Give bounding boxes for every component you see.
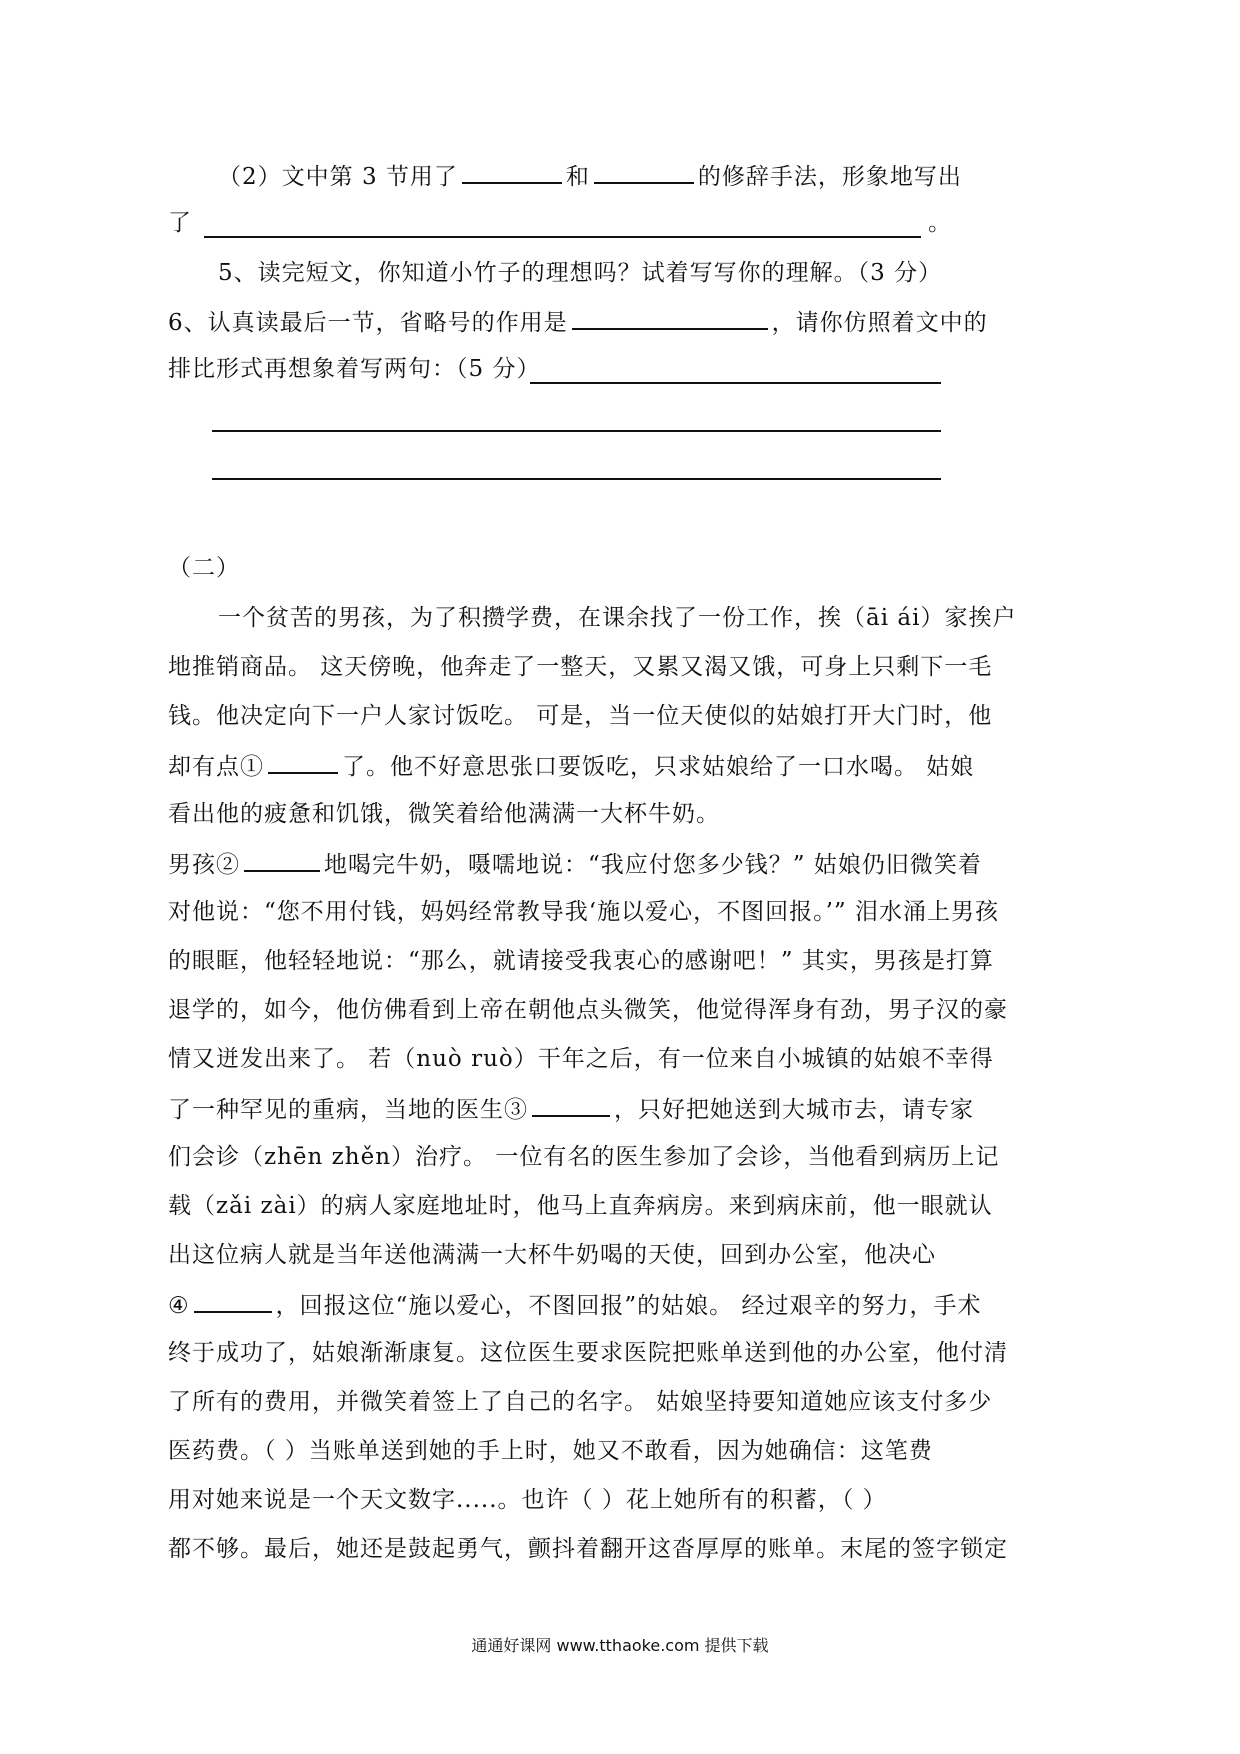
passage-text: ，只好把她送到大城市去，请专家 xyxy=(614,1097,974,1123)
q6-answer-line-3[interactable] xyxy=(212,478,941,480)
passage-line-8: 的眼眶，他轻轻地说：“那么，就请接受我衷心的感谢吧！” 其实，男孩是打算 xyxy=(168,948,994,974)
passage-line-16: 终于成功了，姑娘渐渐康复。这位医生要求医院把账单送到他的办公室，他付清 xyxy=(168,1340,1008,1366)
passage-text: 了。他不好意思张口要饭吃，只求姑娘给了一口水喝。 姑娘 xyxy=(342,754,975,780)
q6-text-b: ，请你仿照着文中的 xyxy=(771,310,988,336)
section-heading: （二） xyxy=(168,555,240,581)
q6-text-a: 6、认真读最后一节，省略号的作用是 xyxy=(168,310,568,336)
passage-line-4 xyxy=(168,750,974,782)
passage-text: 了一种罕见的重病，当地的医生③ xyxy=(168,1097,528,1123)
passage-line-14: 出这位病人就是当年送他满满一大杯牛奶喝的天使，回到办公室，他决心 xyxy=(168,1242,936,1268)
passage-line-20: 都不够。最后，她还是鼓起勇气，颤抖着翻开这沓厚厚的账单。末尾的签字锁定 xyxy=(168,1536,1008,1562)
passage-text: ，回报这位“施以爱心，不图回报”的姑娘。 经过艰辛的努力，手术 xyxy=(275,1293,982,1319)
q2-text-b: 和 xyxy=(565,164,590,190)
q2-text-c: 的修辞手法，形象地写出 xyxy=(697,164,962,190)
passage-line-12: 们会诊（zhēn zhěn）治疗。 一位有名的医生参加了会诊，当他看到病历上记 xyxy=(168,1144,1000,1170)
q6-answer-line-2[interactable] xyxy=(212,430,941,432)
q2-text-a: （2）文中第 3 节用了 xyxy=(218,164,458,190)
passage-line-9: 退学的，如今，他仿佛看到上帝在朝他点头微笑，他觉得浑身有劲，男子汉的豪 xyxy=(168,997,1008,1023)
passage-text: 男孩② xyxy=(168,852,240,878)
q6-line-2: 排比形式再想象着写两句：（5 分） xyxy=(168,356,541,382)
passage-line-1: 一个贫苦的男孩，为了积攒学费，在课余找了一份工作，挨（āi ái）家挨户 xyxy=(218,605,1017,631)
blank-3[interactable] xyxy=(532,1093,610,1117)
q2-line-1 xyxy=(218,160,962,192)
passage-line-7: 对他说：“您不用付钱，妈妈经常教导我‘施以爱心，不图回报。’” 泪水涌上男孩 xyxy=(168,899,999,925)
passage-line-5: 看出他的疲惫和饥饿，微笑着给他满满一大杯牛奶。 xyxy=(168,801,720,827)
q2-line-2 xyxy=(168,208,192,238)
passage-line-6 xyxy=(168,848,982,880)
passage-text: 地喝完牛奶，嗫嚅地说：“我应付您多少钱？” 姑娘仍旧微笑着 xyxy=(324,852,982,878)
passage-line-18: 医药费。（ ）当账单送到她的手上时，她又不敢看，因为她确信：这笔费 xyxy=(168,1438,933,1464)
passage-line-19: 用对她来说是一个天文数字.....。也许（ ）花上她所有的积蓄，（ ） xyxy=(168,1487,887,1513)
passage-line-10: 情又迸发出来了。 若（nuò ruò）干年之后，有一位来自小城镇的姑娘不幸得 xyxy=(168,1046,994,1072)
passage-line-15 xyxy=(168,1289,981,1321)
q6-answer-line-1[interactable] xyxy=(530,382,941,384)
q2-blank-1[interactable] xyxy=(462,160,562,184)
q6-blank-1[interactable] xyxy=(572,306,768,330)
passage-text: 却有点① xyxy=(168,754,264,780)
passage-line-2: 地推销商品。 这天傍晚，他奔走了一整天，又累又渴又饿，可身上只剩下一毛 xyxy=(168,654,993,680)
page-footer: 通通好课网 www.tthaoke.com 提供下载 xyxy=(471,1636,769,1655)
passage-line-3: 钱。他决定向下一户人家讨饭吃。 可是，当一位天使似的姑娘打开大门时，他 xyxy=(168,703,993,729)
blank-2[interactable] xyxy=(244,848,320,872)
passage-line-11 xyxy=(168,1093,974,1125)
blank-1[interactable] xyxy=(268,750,338,774)
q5-line: 5、读完短文，你知道小竹子的理想吗？试着写写你的理解。（3 分） xyxy=(218,260,943,286)
passage-line-13: 载（zǎi zài）的病人家庭地址时，他马上直奔病房。来到病床前，他一眼就认 xyxy=(168,1193,993,1219)
passage-line-17: 了所有的费用，并微笑着签上了自己的名字。 姑娘坚持要知道她应该支付多少 xyxy=(168,1389,993,1415)
q6-line-1 xyxy=(168,306,988,338)
q2-answer-line[interactable] xyxy=(204,236,921,238)
q2-blank-2[interactable] xyxy=(594,160,694,184)
q2-text-d: 了 xyxy=(168,210,192,236)
passage-text: ④ xyxy=(168,1293,190,1319)
q2-period: 。 xyxy=(928,210,952,236)
blank-4[interactable] xyxy=(194,1289,272,1313)
